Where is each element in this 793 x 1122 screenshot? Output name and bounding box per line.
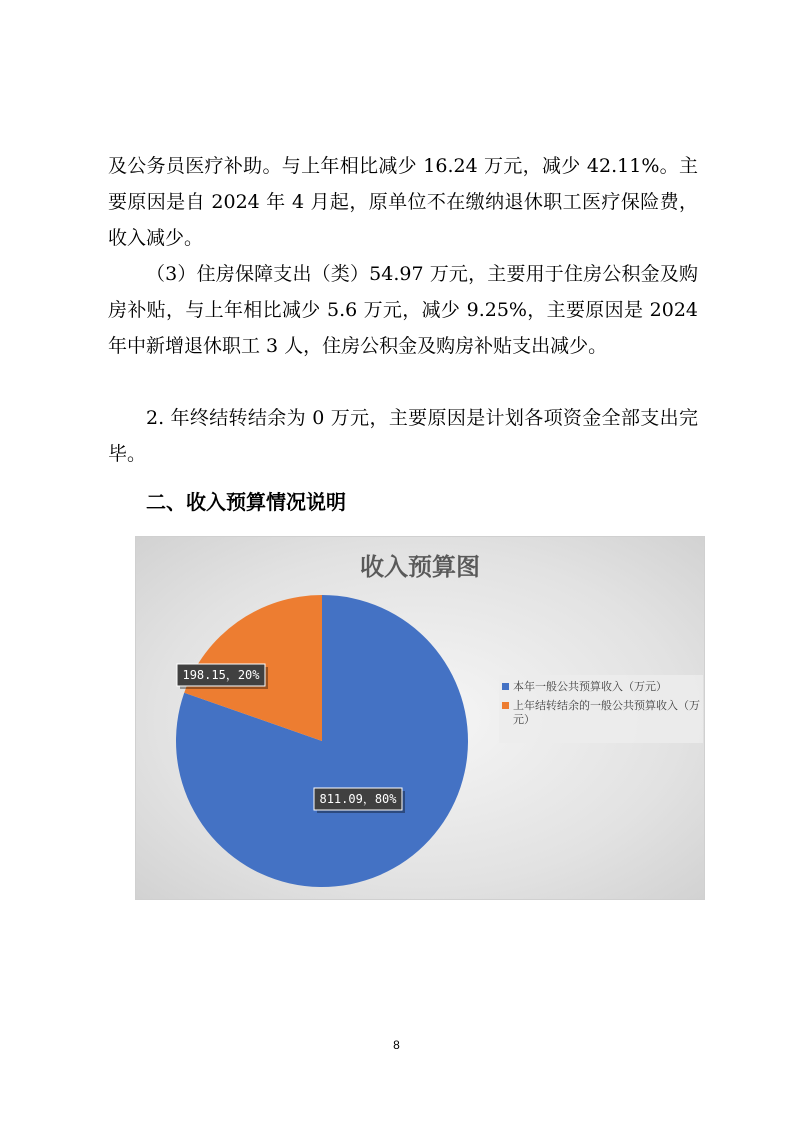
- legend-swatch-current-year: [502, 683, 509, 690]
- legend-item-carryover: [499, 699, 703, 727]
- body-paragraph-1: 及公务员医疗补助。与上年相比减少 16.24 万元，减少 42.11%。主要原因是自 2024 年 4 月起，原单位不在缴纳退休职工医疗保险费，收入减少。: [108, 155, 698, 249]
- body-paragraph-3: 2. 年终结转结余为 0 万元，主要原因是计划各项资金全部支出完毕。: [108, 407, 698, 465]
- svg-text:811.09，80%: 811.09，80%: [319, 792, 397, 806]
- legend-label-carryover: 上年结转结余的一般公共预算收入（万元）: [513, 699, 700, 726]
- chart-title: 收入预算图: [360, 553, 480, 581]
- svg-text:198.15，20%: 198.15，20%: [182, 668, 260, 682]
- section-heading: 二、收入预算情况说明: [146, 490, 346, 514]
- data-label-current-year: [314, 788, 405, 813]
- chart-legend: [499, 675, 703, 743]
- legend-swatch-carryover: [502, 702, 509, 709]
- data-label-carryover: [177, 664, 268, 689]
- body-paragraph-2: （3）住房保障支出（类）54.97 万元，主要用于住房公积金及购房补贴，与上年相比减少 5.6 万元，减少 9.25%，主要原因是 2024 年中新增退休职工 3 人，住房公积金及购房补贴支出减少。: [108, 263, 698, 357]
- income-budget-chart: [135, 536, 705, 900]
- legend-item-current-year: [499, 680, 703, 694]
- legend-label-current-year: 本年一般公共预算收入（万元）: [513, 680, 667, 693]
- page-number: 8: [393, 1038, 400, 1052]
